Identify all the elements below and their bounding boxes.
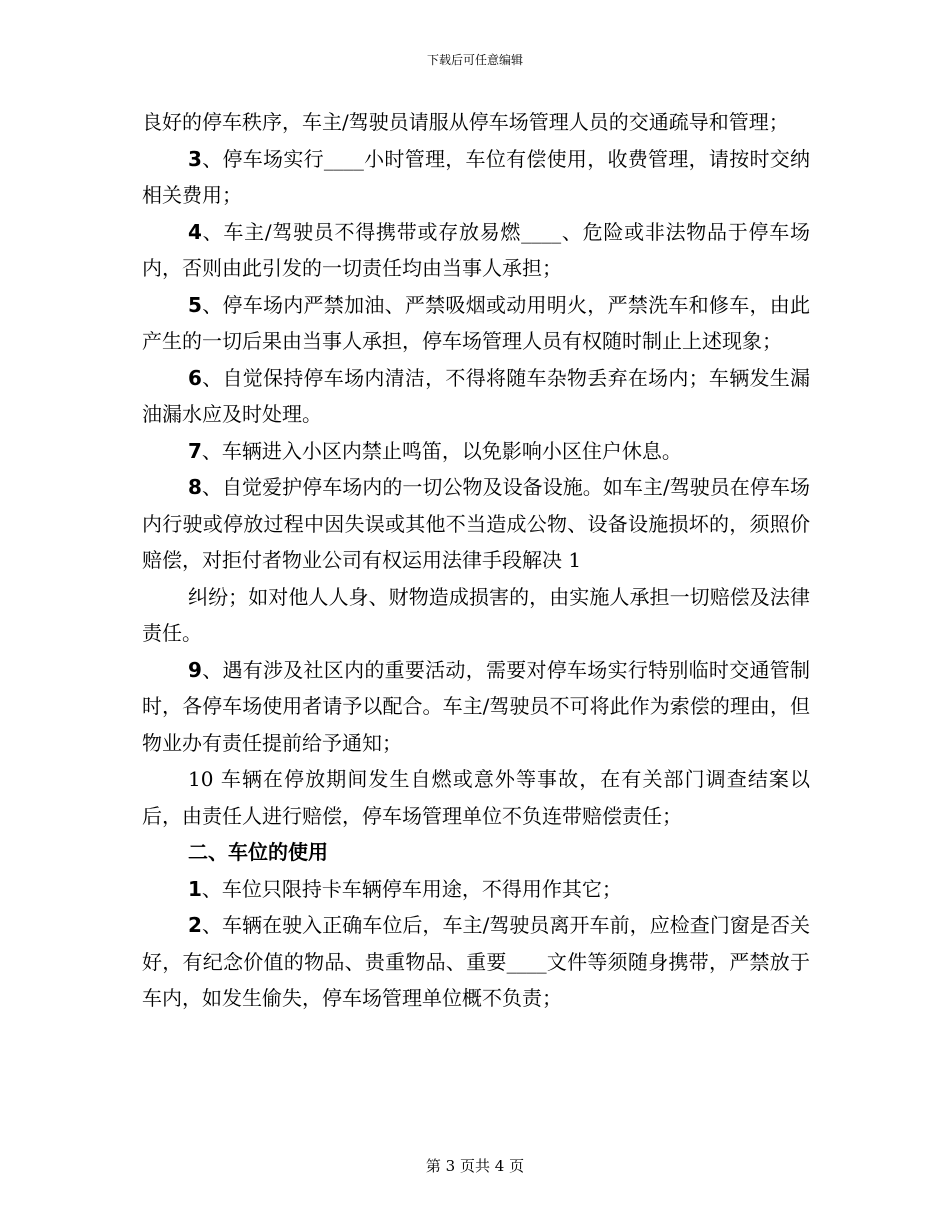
rule-number: 8 <box>188 475 202 499</box>
rule-1 <box>142 871 810 908</box>
rule-text: 、自觉保持停车场内清洁，不得将随车杂物丢弃在场内；车辆发生漏油漏水应及时处理。 <box>142 365 810 426</box>
rule-8 <box>142 469 810 579</box>
rule-number: 9 <box>188 657 202 682</box>
rule-number: 3 <box>188 146 202 171</box>
section-heading <box>142 834 810 871</box>
rule-text: 、自觉爱护停车场内的一切公物及设备设施。如车主/驾驶员在停车场内行驶或停放过程中因失误或其他不当造成公物、设备设施损坏的，须照价赔偿，对拒付者物业公司有权运用法律手段解决 1 <box>142 475 810 572</box>
page-header: 下载后可任意编辑 <box>426 53 523 67</box>
rule-number: 1 <box>188 876 202 901</box>
paragraph-text: 良好的停车秩序，车主/驾驶员请服从停车场管理人员的交通疏导和管理； <box>142 110 789 134</box>
rule-text: 、停车场实行____小时管理，车位有偿使用，收费管理，请按时交纳相关费用； <box>142 146 810 207</box>
rule-number: 5 <box>188 292 202 317</box>
rule-2 <box>142 907 810 1017</box>
rule-4 <box>142 214 810 287</box>
rule-number: 2 <box>188 913 202 937</box>
rule-number: 7 <box>188 438 202 463</box>
paragraph-continuation <box>142 104 810 141</box>
rule-text: 、车主/驾驶员不得携带或存放易燃____、危险或非法物品于停车场内，否则由此引发的一切责任均由当事人承担； <box>142 219 810 280</box>
rule-6 <box>142 360 810 433</box>
rule-9 <box>142 652 810 762</box>
rule-5 <box>142 287 810 360</box>
rule-10 <box>142 761 810 834</box>
rule-text: 、车辆在驶入正确车位后，车主/驾驶员离开车前，应检查门窗是否关好，有纪念价值的物品、贵重物品、重要____文件等须随身携带，严禁放于车内，如发生偷失，停车场管理单位概不负责； <box>142 913 810 1010</box>
page-footer: 第 3 页共 4 页 <box>425 1157 525 1175</box>
rule-text: 、遇有涉及社区内的重要活动，需要对停车场实行特别临时交通管制时，各停车场使用者请予以配合。车主/驾驶员不可将此作为索偿的理由，但物业办有责任提前给予通知； <box>142 657 810 755</box>
document-body <box>142 104 810 1017</box>
rule-3 <box>142 141 810 214</box>
rule-text: 、车辆进入小区内禁止鸣笛，以免影响小区住户休息。 <box>201 438 682 463</box>
rule-text: 、停车场内严禁加油、严禁吸烟或动用明火，严禁洗车和修车，由此产生的一切后果由当事人承担，停车场管理人员有权随时制止上述现象； <box>142 292 810 353</box>
rule-8-continuation <box>142 579 810 652</box>
paragraph-text: 纠纷；如对他人人身、财物造成损害的，由实施人承担一切赔偿及法律责任。 <box>142 584 810 645</box>
rule-number: 6 <box>188 365 202 390</box>
rule-number: 4 <box>188 219 202 244</box>
rule-text: 10 车辆在停放期间发生自燃或意外等事故，在有关部门调查结案以后，由责任人进行赔偿，停车场管理单位不负连带赔偿责任； <box>142 767 810 828</box>
rule-text: 、车位只限持卡车辆停车用途，不得用作其它； <box>201 876 622 901</box>
rule-7 <box>142 433 810 470</box>
section-heading-text: 二、车位的使用 <box>188 840 328 864</box>
